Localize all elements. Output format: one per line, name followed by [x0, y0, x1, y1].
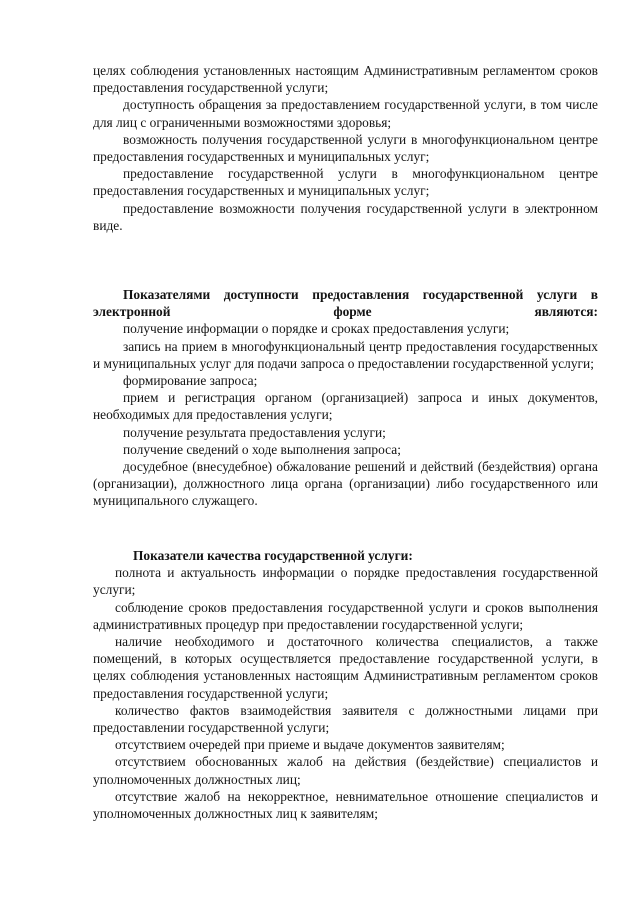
paragraph: прием и регистрация органом (организацией) запроса и иных документов, необходимых для предоставления услуги;: [93, 390, 598, 423]
paragraph: количество фактов взаимодействия заявителя с должностными лицами при предоставлении государственной услуги;: [93, 702, 598, 736]
paragraph: возможность получения государственной услуги в многофункциональном центре предоставления государственных и муниципальных услуг;: [93, 131, 598, 165]
paragraph: запись на прием в многофункциональный центр предоставления государственных и муниципальных услуг для подачи запроса о предоставлении государственной услуги;: [93, 338, 598, 371]
paragraph: формирование запроса;: [123, 373, 258, 389]
paragraph: предоставление государственной услуги в многофункциональном центре предоставления государственных и муниципальных услуг;: [93, 166, 598, 199]
section-heading: Показателями доступности предоставления государственной услуги в электронной форме являются:: [93, 287, 598, 320]
paragraph: полнота и актуальность информации о порядке предоставления государственной услуги;: [93, 565, 598, 598]
section-quality-indicators: [93, 547, 598, 822]
paragraph: получение результата предоставления услуги;: [123, 424, 386, 440]
section-accessibility-continued: [93, 62, 598, 234]
paragraph: получение информации о порядке и сроках предоставления услуги;: [123, 321, 510, 337]
paragraph: доступность обращения за предоставлением государственной услуги, в том числе для лиц с ограниченными возможностями здоровья;: [93, 97, 598, 130]
section-electronic-accessibility: [93, 286, 598, 510]
paragraph: получение сведений о ходе выполнения запроса;: [123, 441, 401, 457]
paragraph: досудебное (внесудебное) обжалование решений и действий (бездействия) органа (организации), должностного лица органа (организации) либо государственного или муниципального служащего.: [93, 459, 598, 509]
paragraph: отсутствие жалоб на некорректное, невнимательное отношение специалистов и уполномоченных должностных лиц к заявителям;: [93, 788, 598, 822]
paragraph: предоставление возможности получения государственной услуги в электронном виде.: [93, 200, 598, 233]
paragraph: отсутствием обоснованных жалоб на действия (бездействие) специалистов и уполномоченных должностных лиц;: [93, 754, 598, 787]
paragraph: соблюдение сроков предоставления государственной услуги и сроков выполнения административных процедур при предоставлении государственной услуги;: [93, 599, 598, 632]
section-heading: Показатели качества государственной услуги:: [133, 548, 413, 563]
paragraph: отсутствием очередей при приеме и выдаче документов заявителям;: [115, 737, 505, 753]
paragraph: целях соблюдения установленных настоящим Административным регламентом сроков предоставления государственной услуги;: [93, 63, 598, 96]
paragraph: наличие необходимого и достаточного количества специалистов, а также помещений, в которых осуществляется предоставление государственной услуги, в целях соблюдения установленных настоящим Административным регламентом сроков предоставления государственной услуги;: [93, 634, 598, 701]
